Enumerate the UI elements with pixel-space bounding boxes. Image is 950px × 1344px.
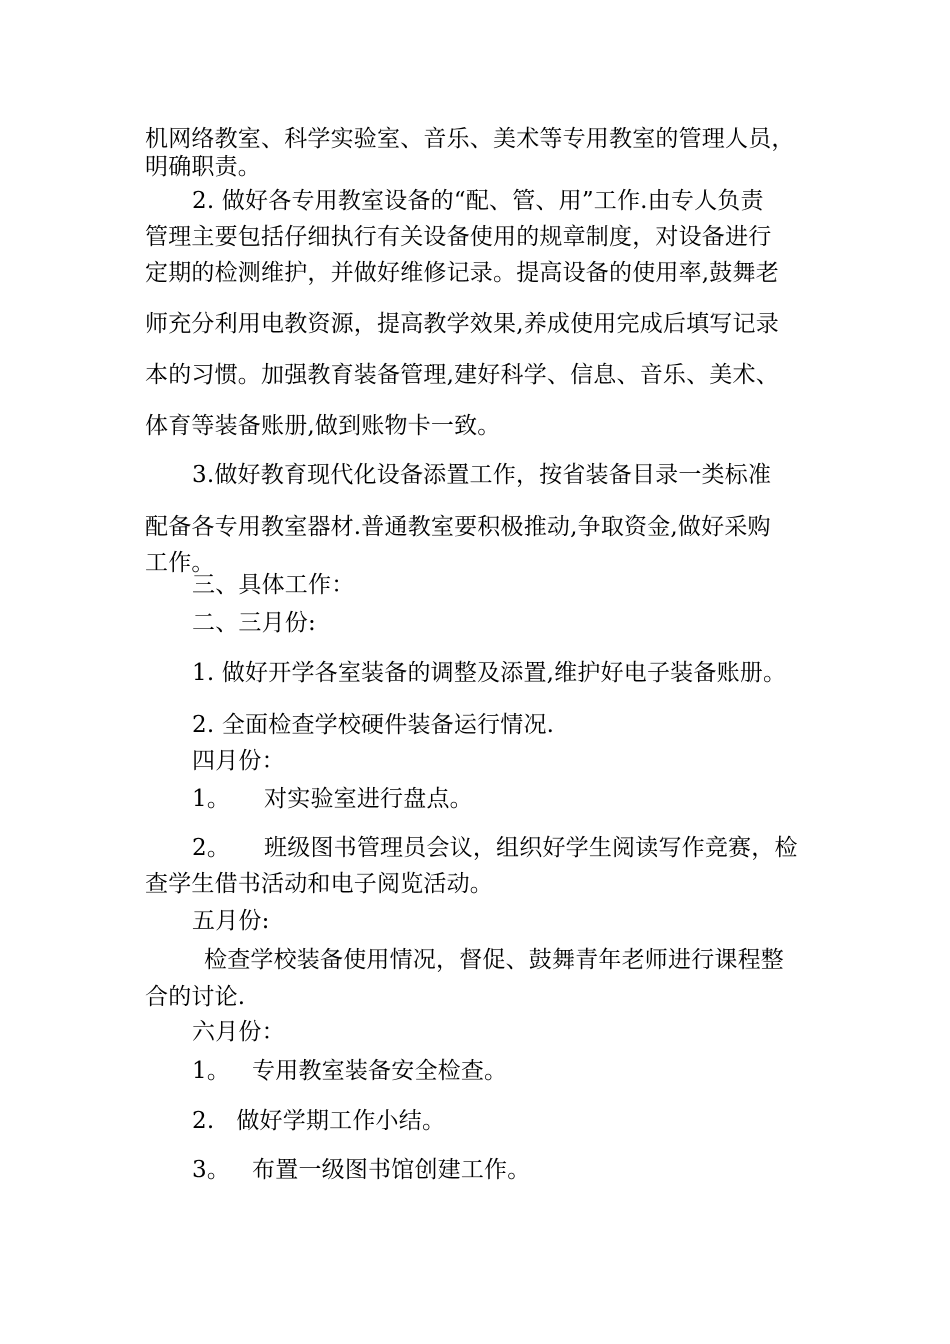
list-item [192,1155,862,1185]
month-heading: 五月份: [192,908,270,934]
paragraph-line: 2. 做好各专用教室设备的“配、管、用”工作.由专人负责 [192,188,764,214]
paragraph-line: 机网络教室、科学实验室、音乐、美术等专用教室的管理人员， [145,126,795,152]
paragraph-line: 师充分利用电教资源，提高教学效果,养成使用完成后填写记录 [145,311,779,337]
list-item [192,1106,862,1136]
month-heading: 六月份： [192,1019,285,1045]
month-heading: 四月份： [192,748,285,774]
list-item-text: 专用教室装备安全检查。 [252,1058,508,1084]
paragraph-line: 检查学校装备使用情况，督促、鼓舞青年老师进行课程整 [204,947,784,973]
list-item-number: 3。 [192,1157,231,1183]
paragraph-line: 明确职责。 [145,154,261,180]
list-item: 1. 做好开学各室装备的调整及添置,维护好电子装备账册。 [192,660,787,686]
paragraph-line: 体育等装备账册,做到账物卡一致。 [145,413,501,439]
paragraph-line: 查学生借书活动和电子阅览活动。 [145,871,493,897]
list-item [192,833,862,863]
list-item-text: 对实验室进行盘点。 [264,786,473,812]
list-item-text: 做好学期工作小结。 [236,1108,446,1134]
list-item [192,784,862,814]
list-item-number: 2。 [192,835,231,861]
paragraph-line: 管理主要包括仔细执行有关设备使用的规章制度，对设备进行 [145,224,772,250]
list-item-text: 班级图书管理员会议，组织好学生阅读写作竞赛，检 [264,835,798,861]
list-item-number: 2. [192,1108,215,1134]
paragraph-line: 配备各专用教室器材.普通教室要积极推动,争取资金,做好采购 [145,514,771,540]
paragraph-line: 工作。 [145,550,215,576]
paragraph-line: 定期的检测维护，并做好维修记录。提高设备的使用率,鼓舞老 [145,260,779,286]
month-heading: 二、三月份: [192,610,316,636]
section-heading: 三、具体工作： [192,572,355,598]
paragraph-line: 3.做好教育现代化设备添置工作，按省装备目录一类标准 [192,462,772,488]
list-item [192,1056,862,1086]
paragraph-line: 本的习惯。加强教育装备管理,建好科学、信息、音乐、美术、 [145,362,779,388]
list-item-number: 1。 [192,1058,231,1084]
list-item-number: 1。 [192,786,231,812]
list-item-text: 布置一级图书馆创建工作。 [252,1157,531,1183]
paragraph-line: 合的讨论. [145,984,246,1010]
list-item: 2. 全面检查学校硬件装备运行情况. [192,712,555,738]
